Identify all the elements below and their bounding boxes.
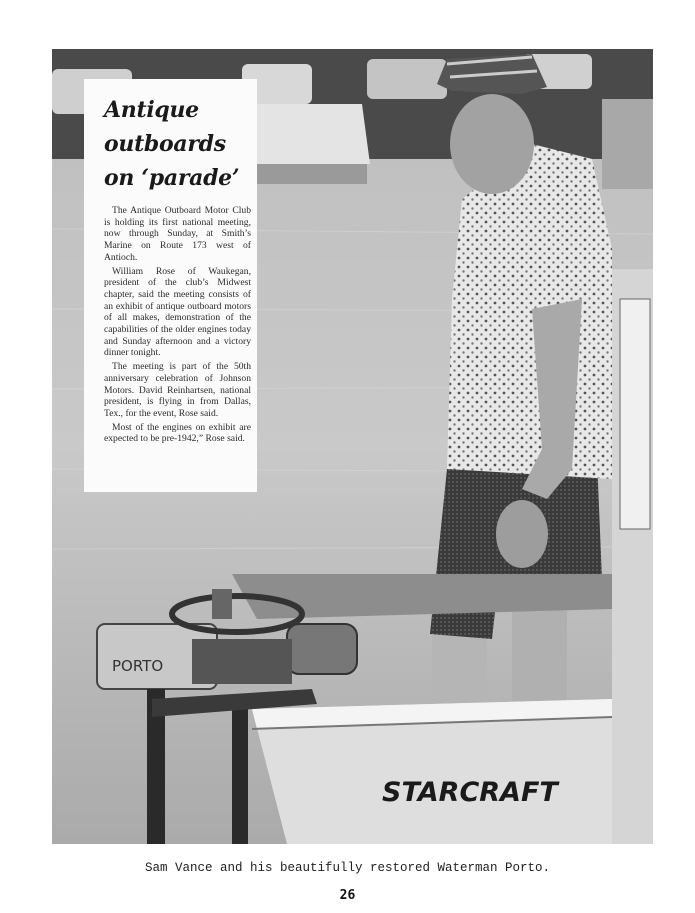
photo-caption: Sam Vance and his beautifully restored Waterman Porto. [144, 861, 551, 875]
motor-label-text: PORTO [112, 657, 164, 675]
headline-line-3: on ‘parade’ [104, 165, 240, 191]
newspaper-clipping [84, 79, 257, 492]
headline-line-2: outboards [104, 131, 226, 157]
article-paragraph-3: The meeting is part of the 50th anniversary celebration of Johnson Motors. David Reinhartsen, national president, is flying in from Dallas, Tex., for the event, Rose said. [104, 361, 251, 419]
page-number: 26 [339, 888, 356, 903]
background-boat [249, 104, 370, 164]
article-headline [104, 93, 251, 195]
headline-line-1: Antique [104, 97, 199, 123]
article-paragraph-4: Most of the engines on exhibit are expected to be pre-1942,” Rose said. [104, 421, 251, 445]
article-paragraph-2: William Rose of Waukegan, president of the club’s Midwest chapter, said the meeting consists of an exhibit of antique outboard motors of all makes, demonstration of the capabilities of the older engines today and Sunday afternoon and a victory dinner tonight. [104, 265, 251, 359]
article-paragraph-1: The Antique Outboard Motor Club is holding its first national meeting, now through Sunday, at Smith’s Marine on Route 173 west of Antioch. [104, 205, 251, 263]
boat-brand-text: STARCRAFT [382, 777, 558, 808]
